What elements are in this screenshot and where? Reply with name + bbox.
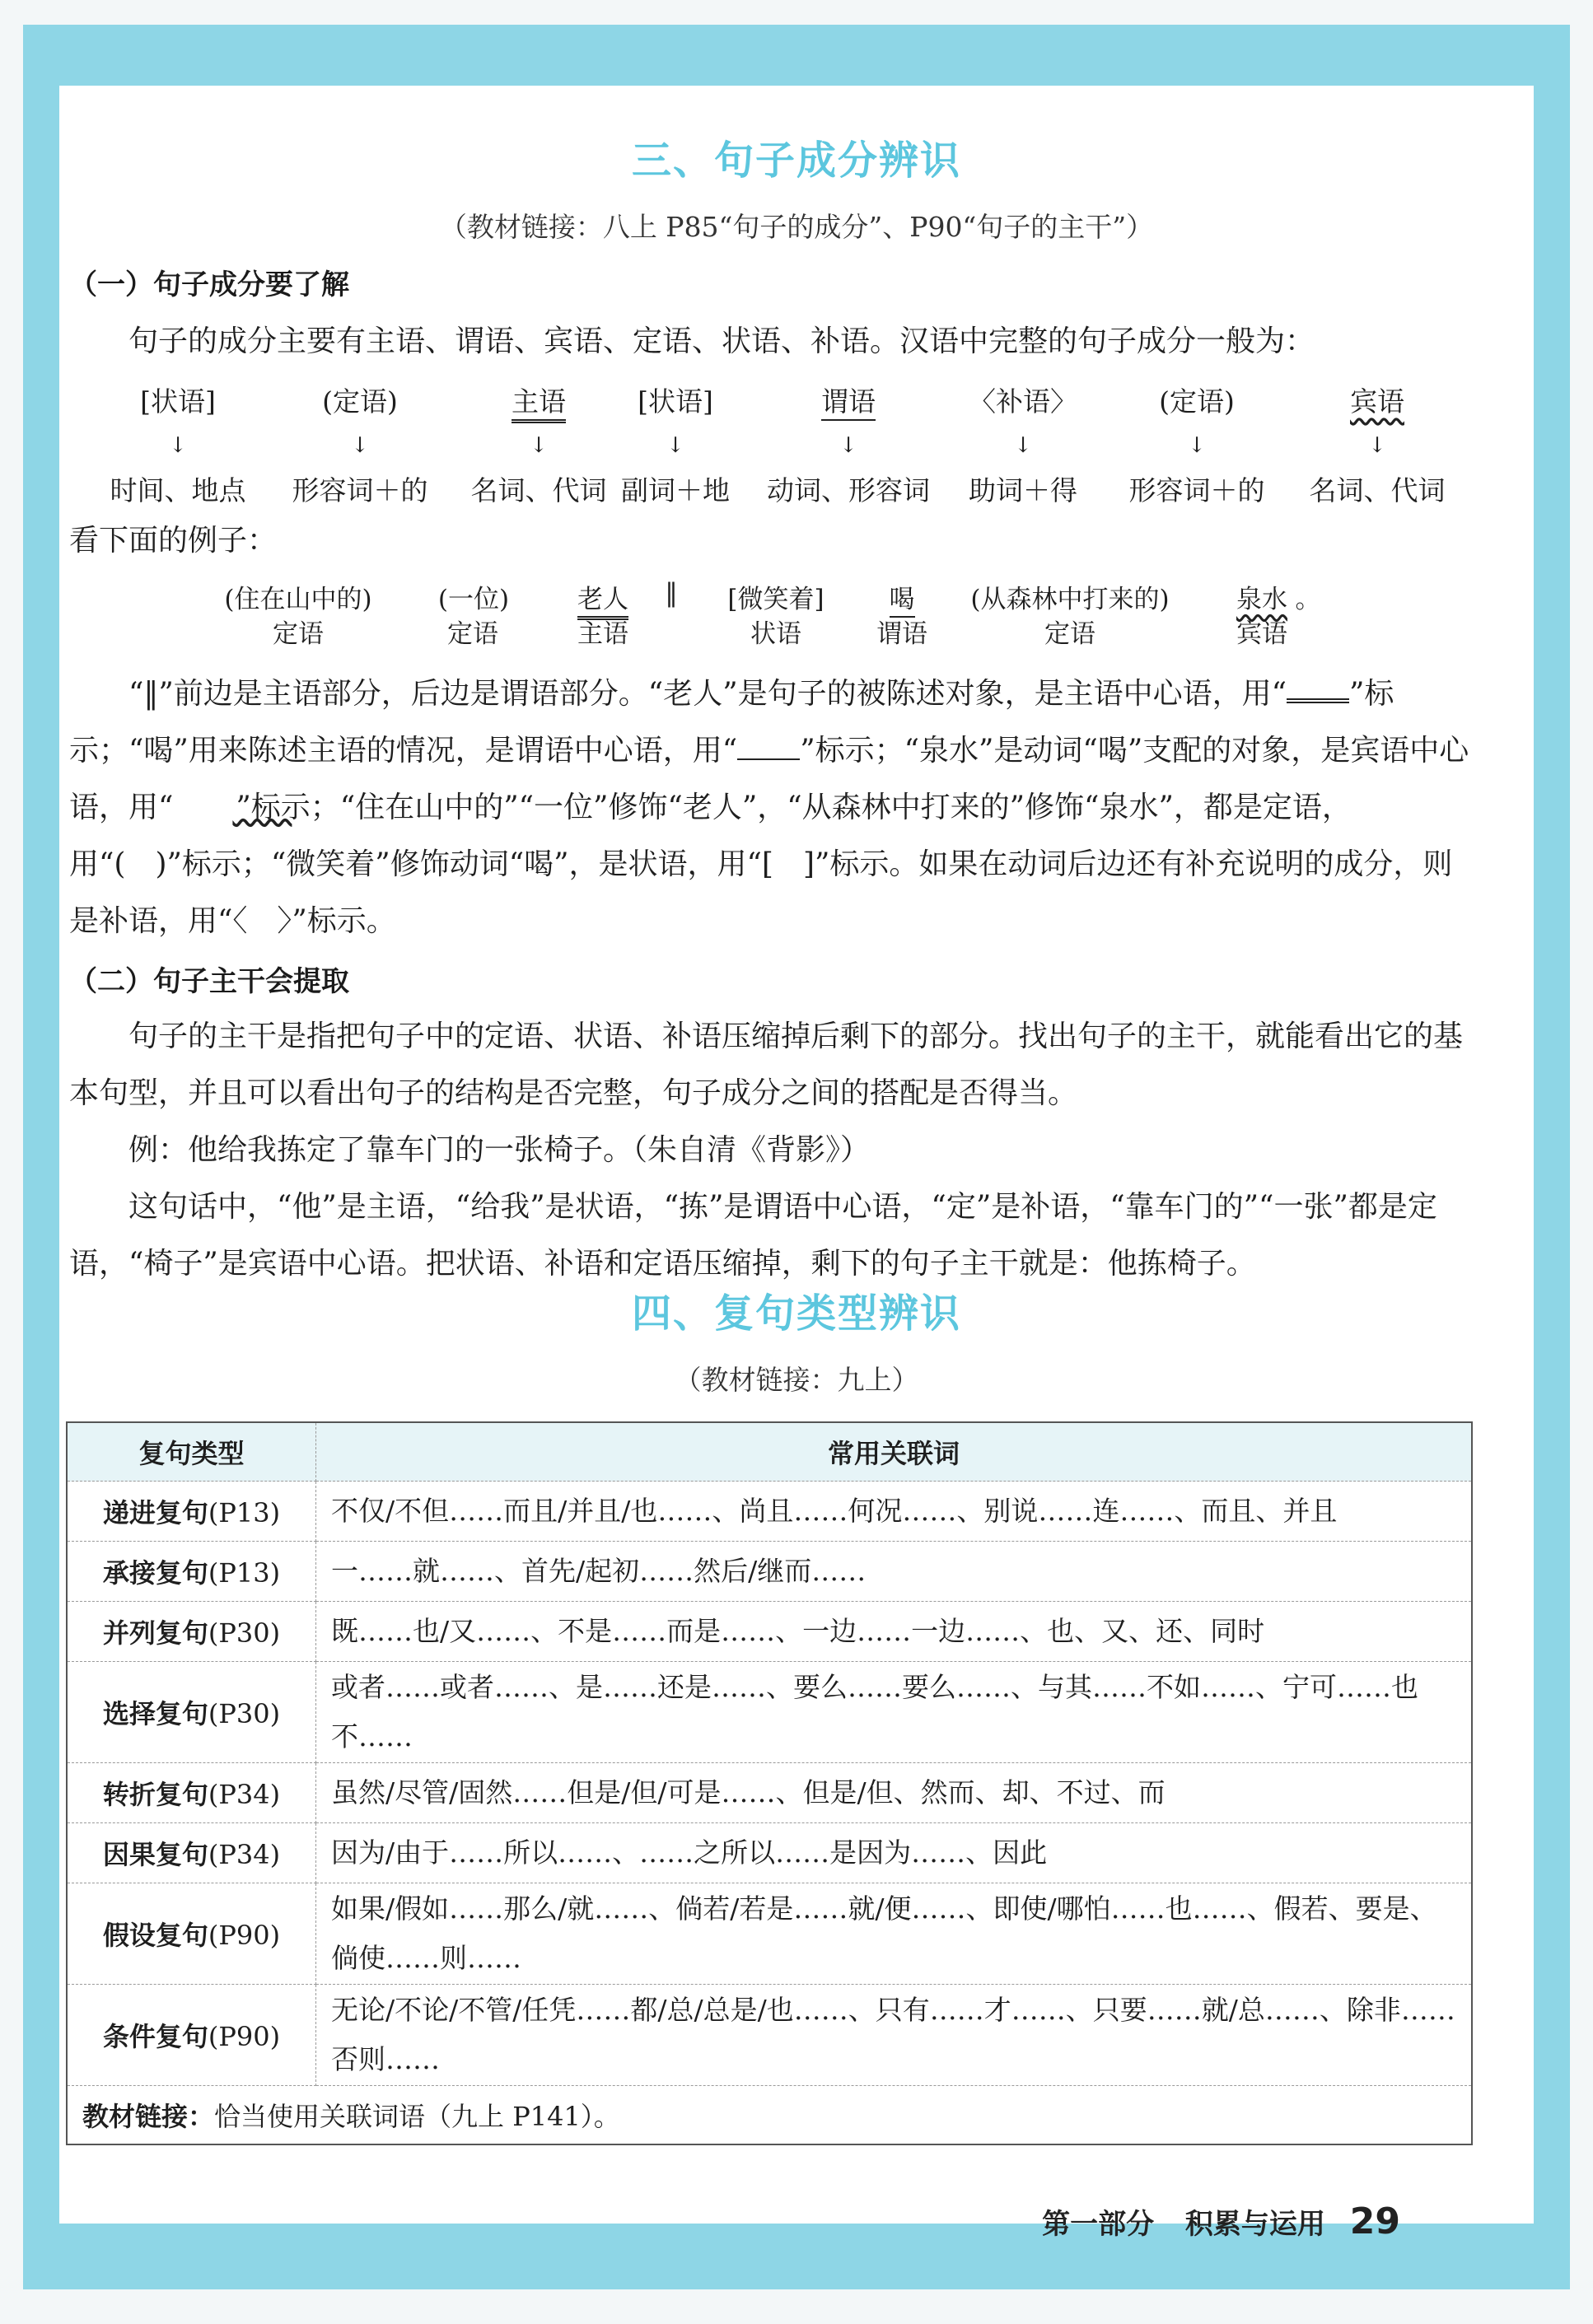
arrow-down-icon: ↓: [839, 433, 857, 458]
table-header: 复句类型: [67, 1422, 316, 1482]
part2-example: 例：他给我拣定了靠车门的一张椅子。（朱自清《背影》）: [128, 1133, 871, 1167]
table-words-cell: 不仅/不但……而且/并且/也……、尚且……何况……、别说……连……、而且、并且: [316, 1482, 1473, 1542]
filler-noun-pronoun-2: 名词、代词: [1309, 474, 1446, 506]
component-adverbial-2: [状语]: [638, 385, 713, 418]
example-subject-text: 老人: [577, 585, 628, 620]
component-complement: 〈补语〉: [969, 385, 1077, 418]
type-page: (P90): [208, 2021, 281, 2052]
footer-section: 积累与运用: [1184, 2208, 1325, 2241]
component-predicate-text: 谓语: [821, 385, 876, 421]
example-label: [69, 512, 1469, 569]
example-predicate-text: 喝: [890, 585, 915, 618]
filler-adjective-de-1: 形容词＋的: [292, 474, 428, 506]
table-header: 常用关联词: [316, 1422, 1473, 1482]
table-header-row: [67, 1422, 1472, 1482]
page-frame-top: [23, 25, 1570, 86]
type-name: 选择复句: [102, 1698, 208, 1729]
example-object-text: 泉水: [1236, 585, 1287, 614]
filler-adjective-de-2: 形容词＋的: [1128, 474, 1265, 506]
table-type-cell: [67, 1542, 316, 1602]
arrow-down-icon: ↓: [169, 433, 187, 458]
page-footer: [1042, 2200, 1400, 2242]
table-type-cell: [67, 1883, 316, 1985]
table-row: [67, 1662, 1472, 1763]
section4-textbook-link: （教材链接：九上）: [674, 1364, 919, 1396]
example-word: [562, 578, 644, 615]
wavy-underline-mark: [173, 779, 236, 797]
explanation-text: [69, 665, 1469, 950]
table-type-cell: [67, 1763, 316, 1823]
page-number: 29: [1349, 2200, 1400, 2242]
filler-time-place: 时间、地点: [110, 474, 246, 506]
intro-paragraph: [69, 313, 1469, 370]
section4-title: 四、复句类型辨识: [631, 1290, 961, 1337]
section3-title: 三、句子成分辨识: [631, 138, 961, 184]
footer-part: 第一部分: [1042, 2208, 1155, 2241]
part2-paragraph-1: 句子的主干是指把句子中的定语、状语、补语压缩掉后剩下的部分。找出句子的主干，就能看出它的基本句型，并且可以看出句子的结构是否完整，句子成分之间的搭配是否得当。: [69, 1020, 1464, 1110]
table-footer-row: [67, 2086, 1472, 2145]
example-role: 主语: [577, 619, 628, 649]
example-role: 定语: [1044, 619, 1095, 649]
arrow-down-icon: ↓: [530, 433, 548, 458]
arrow-down-icon: ↓: [1368, 433, 1386, 458]
page-content: [59, 86, 1534, 2242]
example-word: (住在山中的): [224, 585, 372, 614]
component-attributive-1: (定语): [322, 385, 398, 418]
table-words-cell: 一……就……、首先/起初……然后/继而……: [316, 1542, 1473, 1602]
filler-particle-de: 助词＋得: [969, 474, 1077, 506]
type-page: (P30): [208, 1698, 281, 1729]
example-word: [微笑着]: [727, 585, 825, 614]
example-role: 谓语: [876, 619, 927, 649]
example-role: 状语: [750, 619, 801, 649]
explain-part-1: “‖”前边是主语部分，后边是谓语部分。“老人”是句子的被陈述对象，是主语中心语，用“: [128, 677, 1287, 711]
table-row: [67, 1985, 1472, 2086]
explanation-paragraph: [69, 665, 1469, 950]
table-type-cell: [67, 1985, 316, 2086]
component-predicate: [799, 380, 898, 419]
part2-paragraphs: [69, 1008, 1469, 1292]
component-subject-text: 主语: [512, 385, 566, 423]
table-row: [67, 1602, 1472, 1662]
table-type-cell: [67, 1602, 316, 1662]
part1-heading: （一）句子成分要了解: [69, 268, 349, 301]
example-label-text: 看下面的例子：: [69, 524, 278, 558]
component-object-text: 宾语: [1350, 385, 1404, 418]
part2-paragraph-2: 这句话中，“他”是主语，“给我”是状语，“拣”是谓语中心语，“定”是补语，“靠车门的”“一张”都是定语，“椅子”是宾语中心语。把状语、补语和定语压缩掉，剩下的句子主干就是：他拣椅子。: [69, 1190, 1437, 1281]
arrow-down-icon: ↓: [1014, 433, 1032, 458]
example-word: (从森林中打来的): [970, 585, 1170, 614]
type-page: (P34): [208, 1839, 281, 1870]
page-frame-left: [23, 25, 59, 2289]
table-words-cell: 或者……或者……、是……还是……、要么……要么……、与其……不如……、宁可……也不……: [316, 1662, 1473, 1763]
complex-sentence-table: [66, 1421, 1473, 2145]
example-period: 。: [1295, 585, 1321, 614]
table-row: [67, 1883, 1472, 1985]
table-words-cell: 无论/不论/不管/任凭……都/总/总是/也……、只有……才……、只要……就/总……、除非……否则……: [316, 1985, 1473, 2086]
table-type-cell: [67, 1823, 316, 1883]
explain-part-2: ”标示；“喝”用来陈述主语的情况，是谓语中心语，用“: [69, 677, 1394, 768]
part2-heading: （二）句子主干会提取: [69, 965, 349, 998]
footer-link-text: 恰当使用关联词语（九上 P141）。: [214, 2101, 620, 2132]
type-page: (P30): [208, 1617, 281, 1649]
type-name: 并列复句: [102, 1617, 208, 1649]
table-footer-cell: [67, 2086, 1472, 2145]
table-row: [67, 1823, 1472, 1883]
double-underline-mark: [1287, 682, 1349, 703]
type-page: (P34): [208, 1779, 281, 1810]
table-type-cell: [67, 1482, 316, 1542]
component-object: [1328, 380, 1427, 419]
footer-link-label: 教材链接：: [82, 2101, 215, 2132]
table-row: [67, 1542, 1472, 1602]
example-word: [1221, 578, 1303, 615]
type-page: (P13): [208, 1557, 281, 1589]
table-words-cell: 虽然/尽管/固然……但是/但/可是……、但是/但、然而、却、不过、而: [316, 1763, 1473, 1823]
component-subject: [489, 380, 588, 419]
component-attributive-2: (定语): [1159, 385, 1235, 418]
example-role: 定语: [273, 619, 324, 649]
arrow-down-icon: ↓: [666, 433, 684, 458]
arrow-down-icon: ↓: [1188, 433, 1206, 458]
component-adverbial-1: [状语]: [140, 385, 216, 418]
page-frame-right: [1534, 25, 1570, 2289]
filler-verb-adjective: 动词、形容词: [767, 474, 930, 506]
underline-mark: [737, 740, 800, 760]
type-name: 条件复句: [102, 2021, 208, 2052]
intro-text: 句子的成分主要有主语、谓语、宾语、定语、状语、补语。汉语中完整的句子成分一般为：: [128, 324, 1315, 358]
section3-textbook-link: （教材链接：八上 P85“句子的成分”、P90“句子的主干”）: [439, 211, 1154, 243]
table-words-cell: 因为/由于……所以……、……之所以……是因为……、因此: [316, 1823, 1473, 1883]
type-name: 假设复句: [102, 1920, 208, 1951]
type-name: 递进复句: [102, 1497, 208, 1528]
arrow-down-icon: ↓: [351, 433, 369, 458]
example-separator: ‖: [665, 578, 678, 608]
explain-part-4: ”标示；“住在山中的”“一位”修饰“老人”，“从森林中打来的”修饰“泉水”，都是定语，用“( )”标示；“微笑着”修饰动词“喝”，是状语，用“[ ]”标示。如果在动词后边还有补充说明的成分，则是补语，用“〈 〉”标示。: [69, 791, 1453, 938]
table-row: [67, 1482, 1472, 1542]
example-word: (一位): [437, 585, 510, 614]
explain-part-3: ”标示；“泉水”是动词“喝”支配的对象，是宾语中心语，用“: [69, 734, 1469, 824]
table-row: [67, 1763, 1472, 1823]
example-role: 定语: [447, 619, 498, 649]
filler-noun-pronoun-1: 名词、代词: [470, 474, 607, 506]
example-word: [873, 578, 931, 615]
filler-adverb-di: 副词＋地: [621, 474, 730, 506]
type-name: 因果复句: [102, 1839, 208, 1870]
table-type-cell: [67, 1662, 316, 1763]
type-name: 承接复句: [102, 1557, 208, 1589]
table-words-cell: 如果/假如……那么/就……、倘若/若是……就/便……、即使/哪怕……也……、假若、要是、倘使……则……: [316, 1883, 1473, 1985]
type-name: 转折复句: [102, 1779, 208, 1810]
type-page: (P90): [208, 1920, 281, 1951]
example-role: 宾语: [1236, 619, 1287, 649]
table-words-cell: 既……也/又……、不是……而是……、一边……一边……、也、又、还、同时: [316, 1602, 1473, 1662]
type-page: (P13): [208, 1497, 281, 1528]
